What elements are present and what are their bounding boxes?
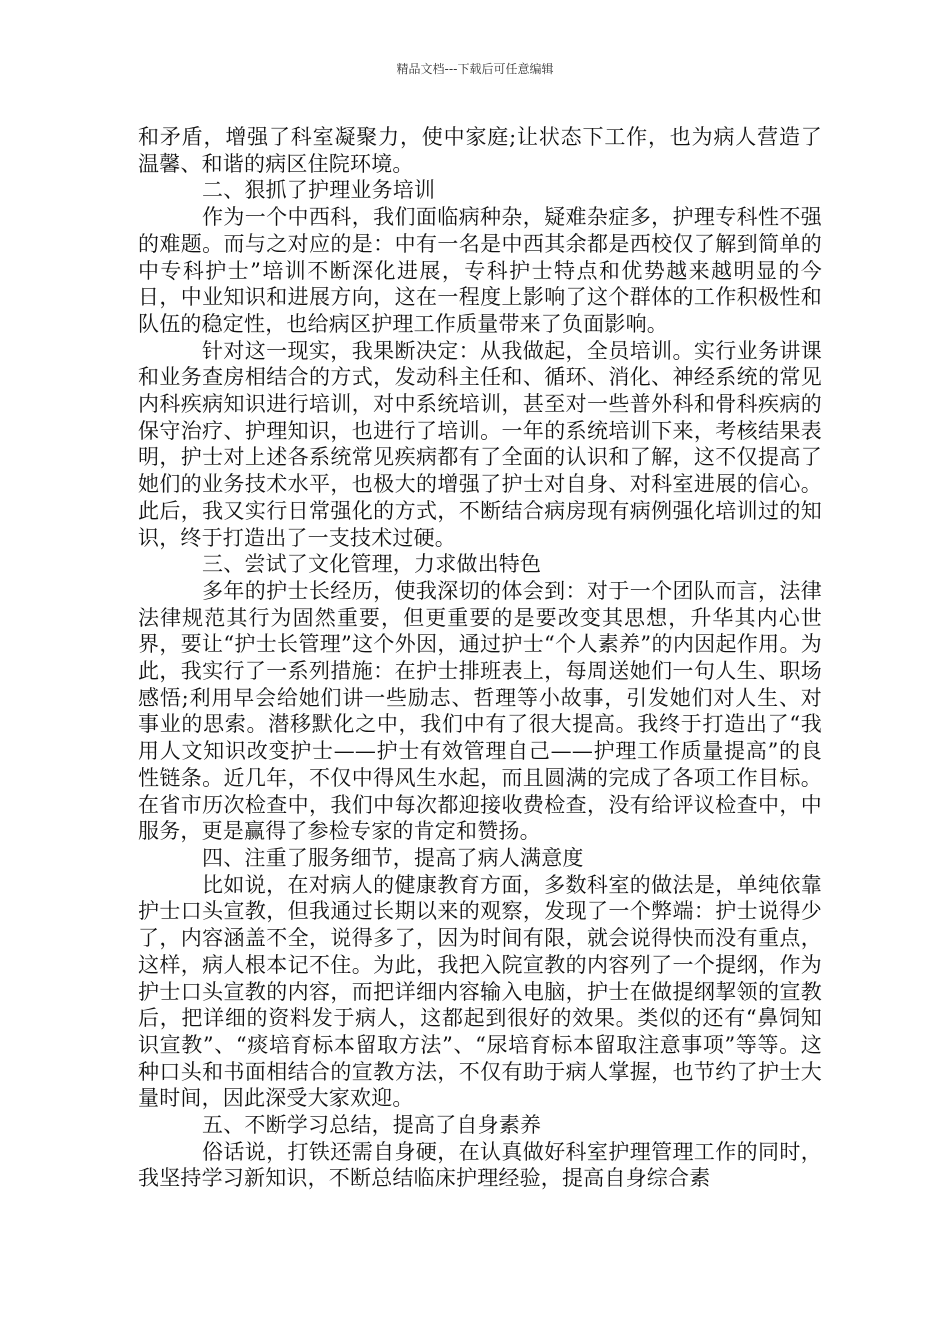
paragraph-continuation: 和矛盾，增强了科室凝聚力，使中家庭;让状态下工作，也为病人营造了温馨、和谐的病区住院环境。	[138, 125, 822, 176]
paragraph-body: 作为一个中西科，我们面临病种杂，疑难杂症多，护理专科性不强的难题。而与之对应的是：中有一名是中西其余都是西校仅了解到简单的中专科护士”培训不断深化进展，专科护士特点和优势越来越明显的今日，中业知识和进展方向，这在一程度上影响了这个群体的工作积极性和队伍的稳定性，也给病区护理工作质量带来了负面影响。	[138, 205, 822, 336]
section-heading-2: 二、狠抓了护理业务培训	[202, 178, 436, 203]
document-body	[138, 124, 822, 1192]
paragraph-body: 针对这一现实，我果断决定：从我做起，全员培训。实行业务讲课和业务查房相结合的方式，发动科主任和、循环、消化、神经系统的常见内科疾病知识进行培训，对中系统培训，甚至对一些普外科和骨科疾病的保守治疗、护理知识，也进行了培训。一年的系统培训下来，考核结果表明，护士对上述各系统常见疾病都有了全面的认识和了解，这不仅提高了她们的业务技术水平，也极大的增强了护士对自身、对科室进展的信心。此后，我又实行日常强化的方式，不断结合病房现有病例强化培训过的知识，终于打造出了一支技术过硬。	[138, 338, 822, 550]
paragraph-body: 比如说，在对病人的健康教育方面，多数科室的做法是，单纯依靠护士口头宣教，但我通过长期以来的观察，发现了一个弊端：护士说得少了，内容涵盖不全，说得多了，因为时间有限，就会说得快而没有重点，这样，病人根本记不住。为此，我把入院宣教的内容列了一个提纲，作为护士口头宣教的内容，而把详细内容输入电脑，护士在做提纲挈领的宣教后，把详细的资料发于病人，这都起到很好的效果。类似的还有“鼻饲知识宣教”、“痰培育标本留取方法”、“尿培育标本留取注意事项”等等。这种口头和书面相结合的宣教方法，不仅有助于病人掌握，也节约了护士大量时间，因此深受大家欢迎。	[138, 872, 822, 1111]
paragraph-body: 俗话说，打铁还需自身硬，在认真做好科室护理管理工作的同时，我坚持学习新知识，不断总结临床护理经验，提高自身综合素	[138, 1139, 822, 1191]
section-heading-4: 四、注重了服务细节，提高了病人满意度	[202, 845, 584, 870]
section-heading-5: 五、不断学习总结，提高了自身素养	[202, 1113, 542, 1138]
paragraph-body: 多年的护士长经历，使我深切的体会到：对于一个团队而言，法律法律规范其行为固然重要，但更重要的是要改变其思想，升华其内心世界，要让“护士长管理”这个外因，通过护士“个人素养”的内因起作用。为此，我实行了一系列措施：在护士排班表上，每周送她们一句人生、职场感悟;利用早会给她们讲一些励志、哲理等小故事，引发她们对人生、对事业的思索。潜移默化之中，我们中有了很大提高。我终于打造出了“我用人文知识改变护士——护士有效管理自己——护理工作质量提高”的良性链条。近几年，不仅中得风生水起，而且圆满的完成了各项工作目标。在省市历次检查中，我们中每次都迎接收费检查，没有给评议检查中，中服务，更是赢得了参检专家的肯定和赞扬。	[138, 578, 822, 844]
running-header: 精品文档---下载后可任意编辑	[396, 62, 554, 76]
section-heading-3: 三、尝试了文化管理，力求做出特色	[202, 552, 542, 577]
